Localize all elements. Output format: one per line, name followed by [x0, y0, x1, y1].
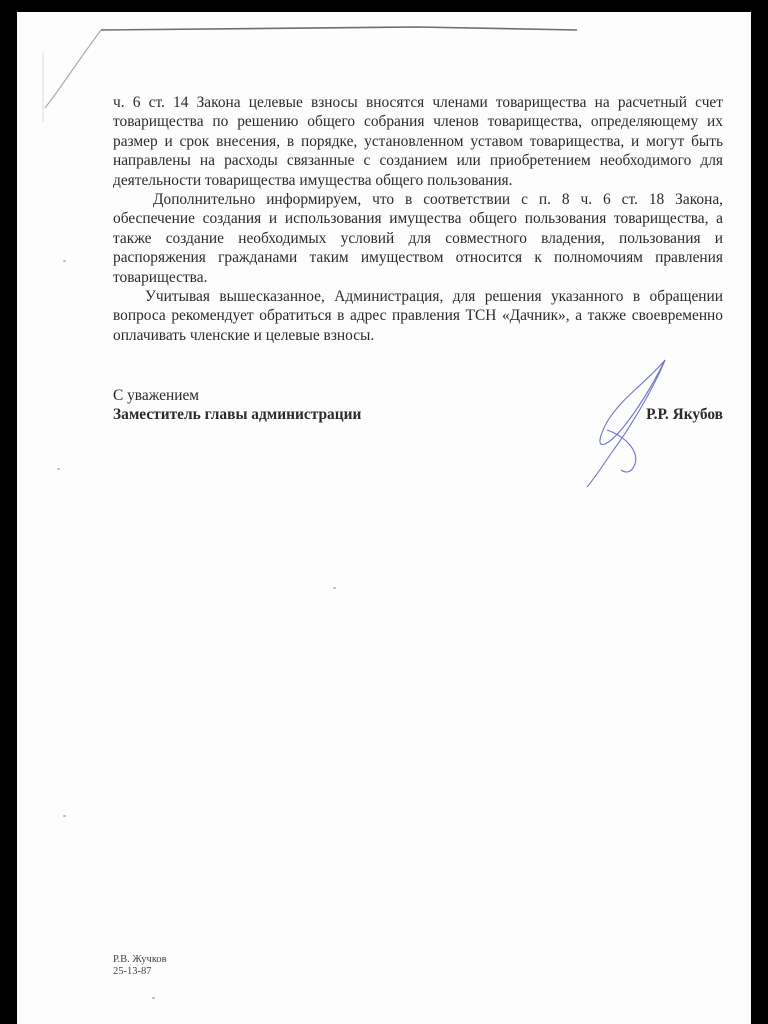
paragraph-1: ч. 6 ст. 14 Закона целевые взносы вносятся членами товарищества на расчетный счет товарищества по решению общего собрания членов товарищества, определяющему их размер и срок внесения, в порядке, установленном уставом товарищества, и могут быть направлены на расходы связанные с созданием или приобретением необходимого для деятельности товарищества имущества общего пользования.	[113, 94, 723, 189]
executor-name: Р.В. Жучков	[113, 954, 167, 965]
executor-footer	[113, 954, 167, 978]
handwritten-signature	[557, 352, 677, 492]
signatory-position: Заместитель главы администрации	[113, 406, 362, 423]
salutation: С уважением	[113, 387, 200, 404]
signatory-name: Р.Р. Якубов	[646, 406, 723, 423]
scan-speck	[152, 997, 155, 999]
paragraph-3: Учитывая вышесказанное, Администрация, для решения указанного в обращении вопроса рекомендует обратиться в адрес правления ТСН «Дачник», а также своевременно оплачивать членские и целевые взносы.	[113, 288, 723, 344]
document-page	[17, 12, 751, 1024]
scan-speck	[333, 587, 336, 589]
executor-phone: 25-13-87	[113, 966, 152, 977]
letter-body	[113, 93, 723, 345]
paragraph-2: Дополнительно информируем, что в соответствии с п. 8 ч. 6 ст. 18 Закона, обеспечение создания и использования имущества общего пользования товарищества, а также создание необходимых условий для совместного владения, пользования и распоряжения гражданами таким имуществом относится к полномочиям правления товарищества.	[113, 191, 723, 286]
scan-speck	[63, 260, 66, 262]
scan-speck	[57, 468, 60, 470]
scan-speck	[63, 815, 66, 817]
